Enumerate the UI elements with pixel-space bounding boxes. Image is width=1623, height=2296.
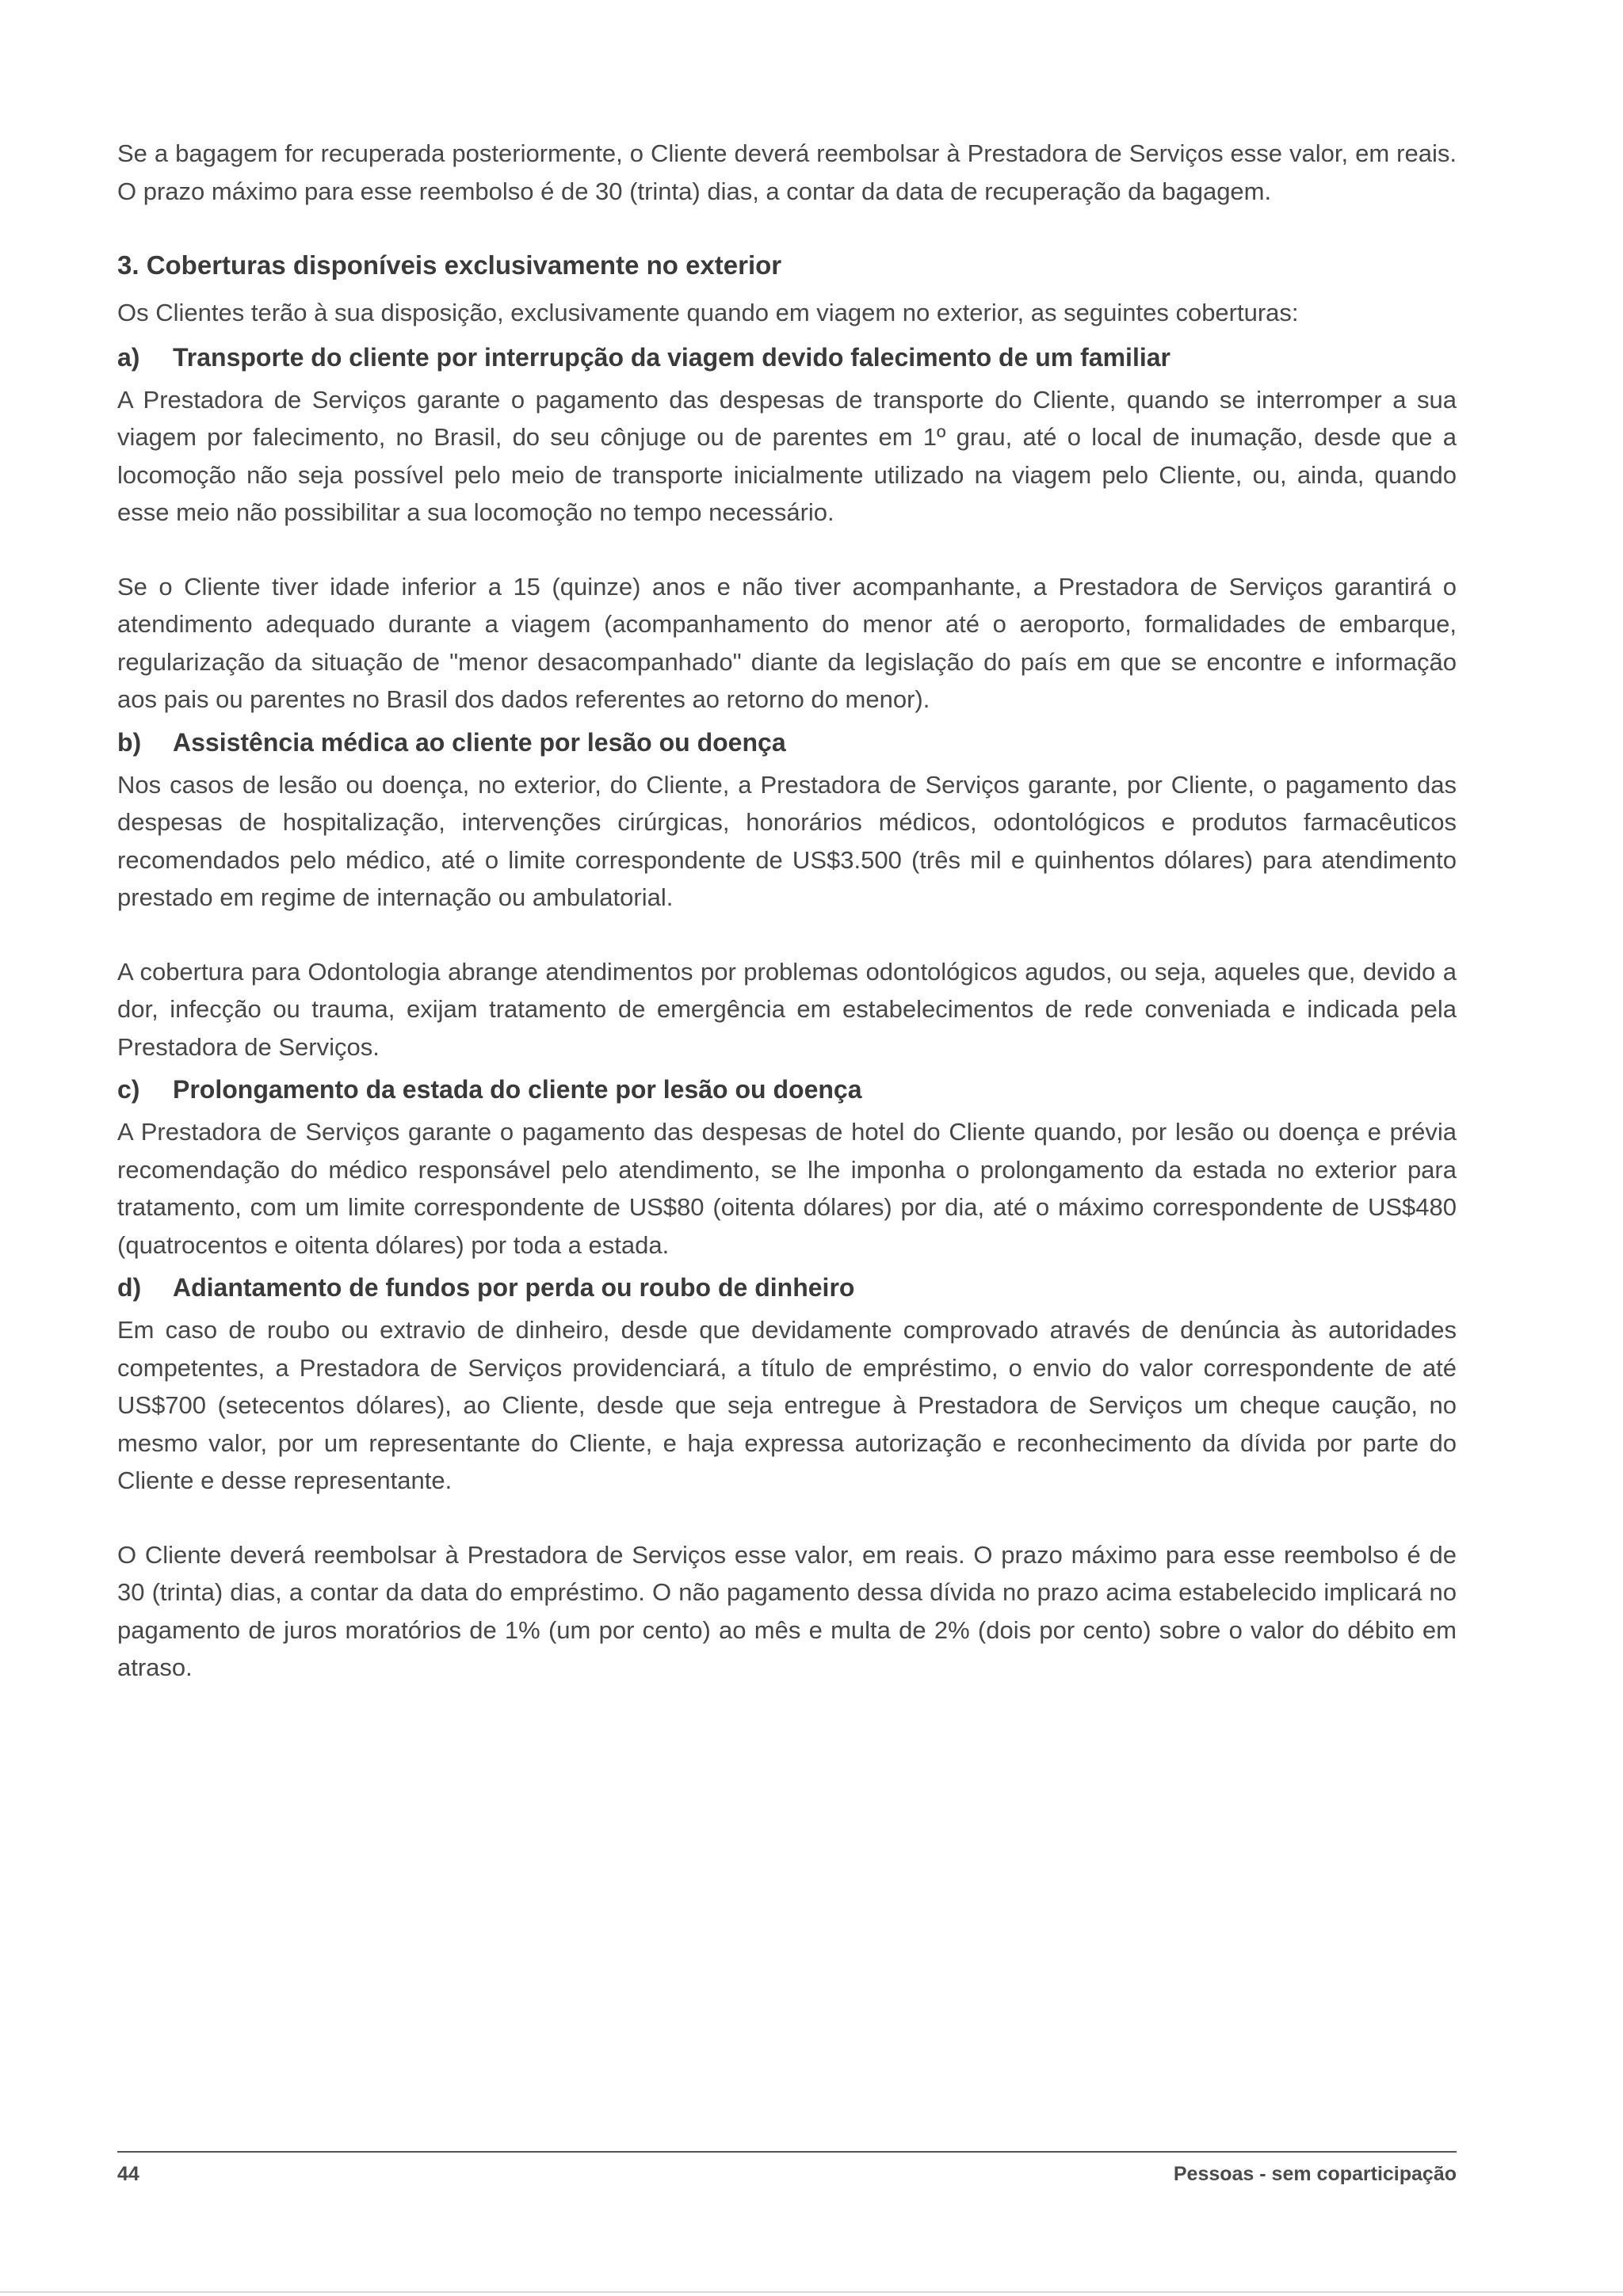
- scan-edge-line: [0, 2291, 1623, 2293]
- item-d-heading: [117, 1268, 1457, 1306]
- item-a-paragraph-2: Se o Cliente tiver idade inferior a 15 (quinze) anos e não tiver acompanhante, a Prestadora de Serviços garantirá o atendimento adequado durante a viagem (acompanhamento do menor até o aeroporto, formalidades de embarque, regularização da situação de "menor desacompanhado" diante da legislação do país em que se encontre e informação aos pais ou parentes no Brasil dos dados referentes ao retorno do menor).: [117, 572, 1457, 713]
- item-c-paragraph-1: A Prestadora de Serviços garante o pagamento das despesas de hotel do Cliente quando, por lesão ou doença e prévia recomendação do médico responsável pelo atendimento, se lhe imponha o prolongamento da estada no exterior para tratamento, com um limite correspondente de US$80 (oitenta dólares) por dia, até o máximo correspondente de US$480 (quatrocentos e oitenta dólares) por toda a estada.: [117, 1118, 1457, 1259]
- item-b-paragraph-2: A cobertura para Odontologia abrange atendimentos por problemas odontológicos agudos, ou seja, aqueles que, devido a dor, infecção ou trauma, exijam tratamento de emergência em estabelecimentos de rede conveniada e indicada pela Prestadora de Serviços.: [117, 957, 1457, 1061]
- item-a-letter: a): [117, 342, 140, 372]
- item-c-title: Prolongamento da estada do cliente por lesão ou doença: [173, 1075, 862, 1104]
- document-page: [117, 135, 1457, 1687]
- item-d-letter: d): [117, 1273, 142, 1302]
- section-3-intro: Os Clientes terão à sua disposição, exclusivamente quando em viagem no exterior, as seguintes coberturas:: [117, 299, 1299, 326]
- footer-label: Pessoas - sem coparticipação: [1173, 2163, 1457, 2185]
- item-b-title: Assistência médica ao cliente por lesão ou doença: [173, 727, 786, 757]
- item-b-letter: b): [117, 727, 142, 757]
- item-d-title: Adiantamento de fundos por perda ou roubo de dinheiro: [173, 1273, 855, 1302]
- item-a-heading: [117, 338, 1457, 376]
- item-b-paragraph-1: Nos casos de lesão ou doença, no exterior, do Cliente, a Prestadora de Serviços garante, por Cliente, o pagamento das despesas de hospitalização, intervenções cirúrgicas, honorários médicos, odontológicos e produtos farmacêuticos recomendados pelo médico, até o limite correspondente de US$3.500 (três mil e quinhentos dólares) para atendimento prestado em regime de internação ou ambulatorial.: [117, 770, 1457, 911]
- section-3-title: 3. Coberturas disponíveis exclusivamente no exterior: [117, 250, 782, 280]
- item-c-heading: [117, 1070, 1457, 1108]
- item-c-letter: c): [117, 1075, 140, 1104]
- intro-paragraph: Se a bagagem for recuperada posteriormente, o Cliente deverá reembolsar à Prestadora de Serviços esse valor, em reais. O prazo máximo para esse reembolso é de 30 (trinta) dias, a contar da data de recuperação da bagagem.: [117, 139, 1457, 205]
- item-d-paragraph-1: Em caso de roubo ou extravio de dinheiro, desde que devidamente comprovado através de denúncia às autoridades competentes, a Prestadora de Serviços providenciará, a título de empréstimo, o envio do valor correspondente de até US$700 (setecentos dólares), ao Cliente, desde que seja entregue à Prestadora de Serviços um cheque caução, no mesmo valor, por um representante do Cliente, e haja expressa autorização e reconhecimento da dívida por parte do Cliente e desse representante.: [117, 1316, 1457, 1494]
- item-d-paragraph-2: O Cliente deverá reembolsar à Prestadora de Serviços esse valor, em reais. O prazo máximo para esse reembolso é de 30 (trinta) dias, a contar da data do empréstimo. O não pagamento dessa dívida no prazo acima estabelecido implicará no pagamento de juros moratórios de 1% (um por cento) ao mês e multa de 2% (dois por cento) sobre o valor do débito em atraso.: [117, 1540, 1457, 1681]
- item-b-heading: [117, 723, 1457, 761]
- footer-divider: [117, 2151, 1457, 2153]
- footer-page-number: 44: [117, 2163, 139, 2185]
- item-a-paragraph-1: A Prestadora de Serviços garante o pagamento das despesas de transporte do Cliente, quando se interromper a sua viagem por falecimento, no Brasil, do seu cônjuge ou de parentes em 1º grau, até o local de inumação, desde que a locomoção não seja possível pelo meio de transporte inicialmente utilizado na viagem pelo Cliente, ou, ainda, quando esse meio não possibilitar a sua locomoção no tempo necessário.: [117, 385, 1457, 526]
- item-a-title: Transporte do cliente por interrupção da viagem devido falecimento de um familiar: [173, 342, 1170, 372]
